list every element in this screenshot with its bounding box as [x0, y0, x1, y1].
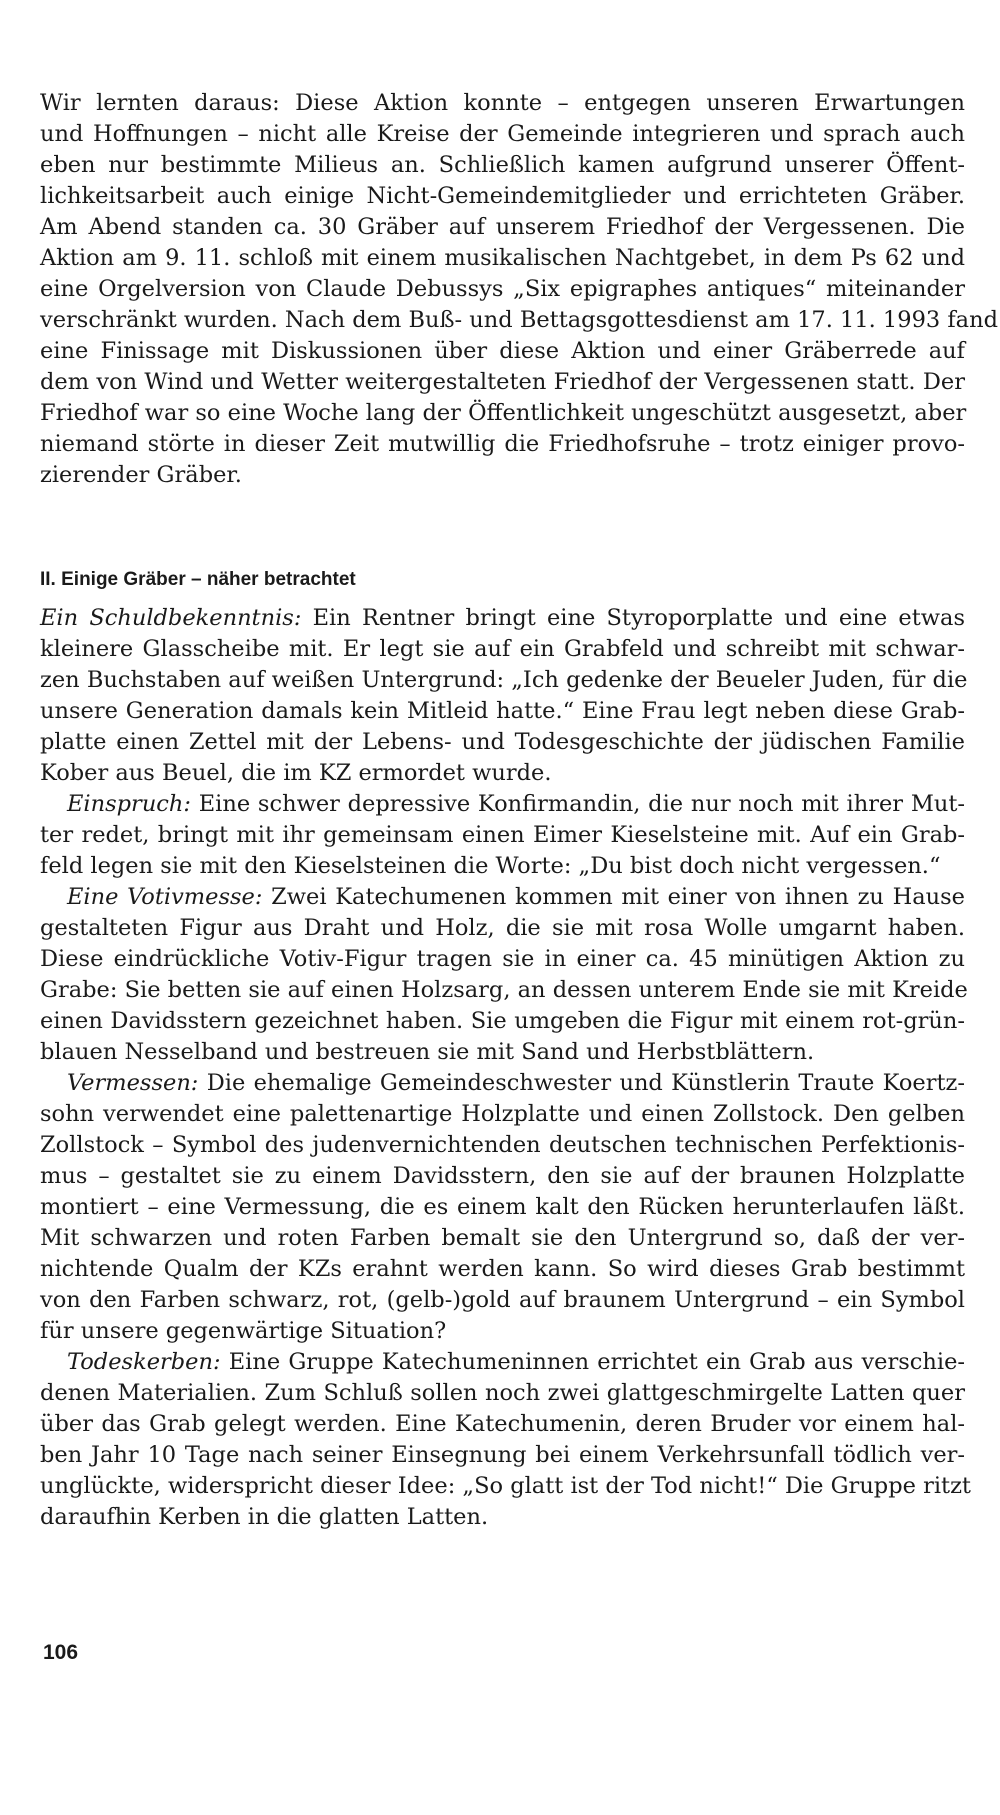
section-line: Kober aus Beuel, die im KZ ermordet wurde. [40, 760, 552, 786]
paragraph-1-line: eine Orgelversion von Claude Debussys „Six epigraphes antiques“ miteinander [40, 276, 965, 302]
paragraph-1-line: Wir lernten daraus: Diese Aktion konnte – entgegen unseren Erwartungen [40, 90, 965, 116]
paragraph-1-line: zierender Gräber. [40, 462, 242, 488]
section-heading: II. Einige Gräber – näher betrachtet [40, 569, 356, 590]
section-line: Diese eindrückliche Votiv-Figur tragen sie in einer ca. 45 minütigen Aktion zu [40, 946, 965, 972]
section-line: sohn verwendet eine palettenartige Holzplatte und einen Zollstock. Den gelben [40, 1101, 965, 1127]
section-line: von den Farben schwarz, rot, (gelb-)gold auf braunem Untergrund – ein Symbol [40, 1287, 965, 1313]
section-line: denen Materialien. Zum Schluß sollen noch zwei glattgeschmirgelte Latten quer [40, 1380, 965, 1406]
paragraph-1-line: Aktion am 9. 11. schloß mit einem musikalischen Nachtgebet, in dem Ps 62 und [40, 245, 965, 271]
section-line: blauen Nesselband und bestreuen sie mit Sand und Herbstblättern. [40, 1039, 815, 1065]
section-text: Zwei Katechumenen kommen mit einer von ihnen zu Hause [262, 884, 966, 910]
section-todeskerben-first-line [67, 1347, 965, 1378]
section-lead: Eine Votivmesse: [67, 884, 263, 910]
section-line: montiert – eine Vermessung, die es einem kalt den Rücken herunterlaufen läßt. [40, 1194, 965, 1220]
section-votivmesse-first-line [67, 882, 965, 913]
paragraph-1-line: eine Finissage mit Diskussionen über diese Aktion und einer Gräberrede auf [40, 338, 965, 364]
section-line: einen Davidsstern gezeichnet haben. Sie umgeben die Figur mit einem rot-grün- [40, 1008, 965, 1034]
paragraph-1-line: lichkeitsarbeit auch einige Nicht-Gemeindemitglieder und errichteten Gräber. [40, 183, 965, 209]
paragraph-1-line: verschränkt wurden. Nach dem Buß- und Bettagsgottesdienst am 17. 11. 1993 fand [40, 307, 998, 333]
section-line: ter redet, bringt mit ihr gemeinsam einen Eimer Kieselsteine mit. Auf ein Grab- [40, 822, 965, 848]
section-text: Ein Rentner bringt eine Styroporplatte und eine etwas [301, 605, 965, 631]
section-line: für unsere gegenwärtige Situation? [40, 1318, 447, 1344]
section-line: daraufhin Kerben in die glatten Latten. [40, 1504, 489, 1530]
section-text: Die ehemalige Gemeindeschwester und Künstlerin Traute Koertz- [198, 1070, 965, 1096]
section-lead: Vermessen: [67, 1070, 199, 1096]
section-line: gestalteten Figur aus Draht und Holz, die sie mit rosa Wolle umgarnt haben. [40, 915, 965, 941]
section-line: Mit schwarzen und roten Farben bemalt sie den Untergrund so, daß der ver- [40, 1225, 965, 1251]
paragraph-1-line: eben nur bestimmte Milieus an. Schließlich kamen aufgrund unserer Öffent- [40, 152, 965, 178]
section-vermessen-first-line [67, 1068, 965, 1099]
section-lead: Todeskerben: [67, 1349, 221, 1375]
section-text: Eine Gruppe Katechumeninnen errichtet ein Grab aus verschie- [220, 1349, 965, 1375]
section-line: ben Jahr 10 Tage nach seiner Einsegnung bei einem Verkehrsunfall tödlich ver- [40, 1442, 965, 1468]
paragraph-1-line: dem von Wind und Wetter weitergestalteten Friedhof der Vergessenen statt. Der [40, 369, 965, 395]
section-line: kleinere Glasscheibe mit. Er legt sie auf ein Grabfeld und schreibt mit schwar- [40, 636, 965, 662]
section-text: Eine schwer depressive Konfirmandin, die nur noch mit ihrer Mut- [190, 791, 965, 817]
section-line: mus – gestaltet sie zu einem Davidsstern, den sie auf der braunen Holzplatte [40, 1163, 965, 1189]
section-line: Zollstock – Symbol des judenvernichtenden deutschen technischen Perfektionis- [40, 1132, 965, 1158]
page-number: 106 [43, 1641, 79, 1664]
section-line: feld legen sie mit den Kieselsteinen die Worte: „Du bist doch nicht vergessen.“ [40, 853, 941, 879]
section-line: unglückte, widerspricht dieser Idee: „So glatt ist der Tod nicht!“ Die Gruppe ritzt [40, 1473, 971, 1499]
section-line: Grabe: Sie betten sie auf einen Holzsarg, an dessen unterem Ende sie mit Kreide [40, 977, 968, 1003]
section-line: über das Grab gelegt werden. Eine Katechumenin, deren Bruder vor einem hal- [40, 1411, 965, 1437]
section-schuldbekenntnis-first-line [40, 603, 965, 634]
paragraph-1-line: niemand störte in dieser Zeit mutwillig die Friedhofsruhe – trotz einiger provo- [40, 431, 965, 457]
paragraph-1-line: Friedhof war so eine Woche lang der Öffentlichkeit ungeschützt ausgesetzt, aber [40, 400, 967, 426]
paragraph-1-line: und Hoffnungen – nicht alle Kreise der Gemeinde integrieren und sprach auch [40, 121, 965, 147]
section-line: platte einen Zettel mit der Lebens- und Todesgeschichte der jüdischen Familie [40, 729, 965, 755]
section-lead: Einspruch: [67, 791, 191, 817]
section-line: zen Buchstaben auf weißen Untergrund: „Ich gedenke der Beueler Juden, für die [40, 667, 968, 693]
section-line: nichtende Qualm der KZs erahnt werden kann. So wird dieses Grab bestimmt [40, 1256, 965, 1282]
section-lead: Ein Schuldbekenntnis: [40, 605, 302, 631]
section-line: unsere Generation damals kein Mitleid hatte.“ Eine Frau legt neben diese Grab- [40, 698, 965, 724]
paragraph-1-line: Am Abend standen ca. 30 Gräber auf unserem Friedhof der Vergessenen. Die [40, 214, 965, 240]
section-einspruch-first-line [67, 789, 965, 820]
